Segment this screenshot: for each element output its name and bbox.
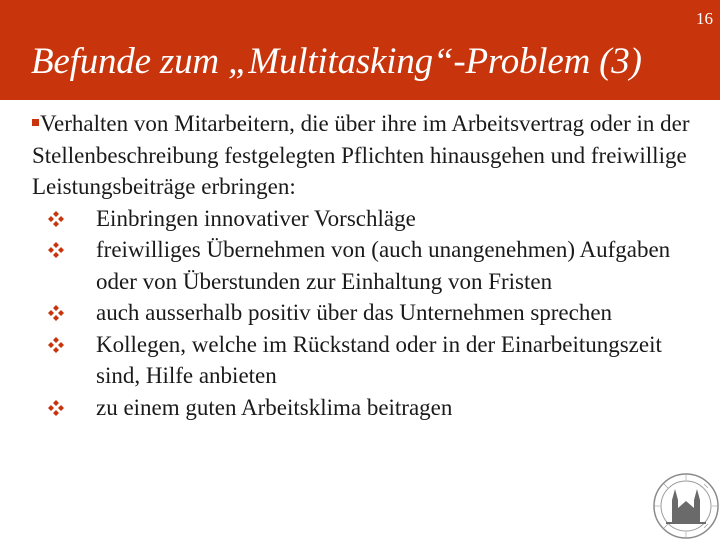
- slide-header: [0, 0, 720, 100]
- bullet-item: [32, 203, 692, 235]
- bullet-item: [32, 234, 692, 297]
- four-diamond-bullet-icon: [48, 400, 64, 416]
- square-bullet-icon: [32, 119, 39, 126]
- four-diamond-bullet-icon: [48, 242, 64, 258]
- bullet-list: [32, 203, 692, 424]
- intro-paragraph: [32, 108, 692, 203]
- bullet-text: zu einem guten Arbeitsklima beitragen: [96, 394, 453, 420]
- slide-title: Befunde zum „Multitasking“-Problem (3): [31, 41, 642, 82]
- bullet-text: Kollegen, welche im Rückstand oder in der Einarbeitungszeit sind, Hilfe anbieten: [96, 331, 662, 388]
- four-diamond-bullet-icon: [48, 337, 64, 353]
- intro-text: Verhalten von Mitarbeitern, die über ihre im Arbeitsvertrag oder in der Stellenbeschreibung festgelegten Pflichten hinausgehen und freiwillige Leistungsbeiträge erbringen:: [32, 111, 690, 199]
- bullet-text: freiwilliges Übernehmen von (auch unangenehmen) Aufgaben oder von Überstunden zur Einhaltung von Fristen: [96, 237, 671, 294]
- slide-content: [32, 108, 692, 423]
- four-diamond-bullet-icon: [48, 305, 64, 321]
- four-diamond-bullet-icon: [48, 211, 64, 227]
- bullet-item: [32, 392, 692, 424]
- university-seal-icon: [652, 472, 720, 540]
- bullet-item: [32, 329, 692, 392]
- bullet-text: auch ausserhalb positiv über das Unternehmen sprechen: [96, 300, 613, 325]
- bullet-text: Einbringen innovativer Vorschläge: [96, 205, 416, 231]
- bullet-item: [32, 297, 692, 329]
- page-number: 16: [696, 9, 713, 28]
